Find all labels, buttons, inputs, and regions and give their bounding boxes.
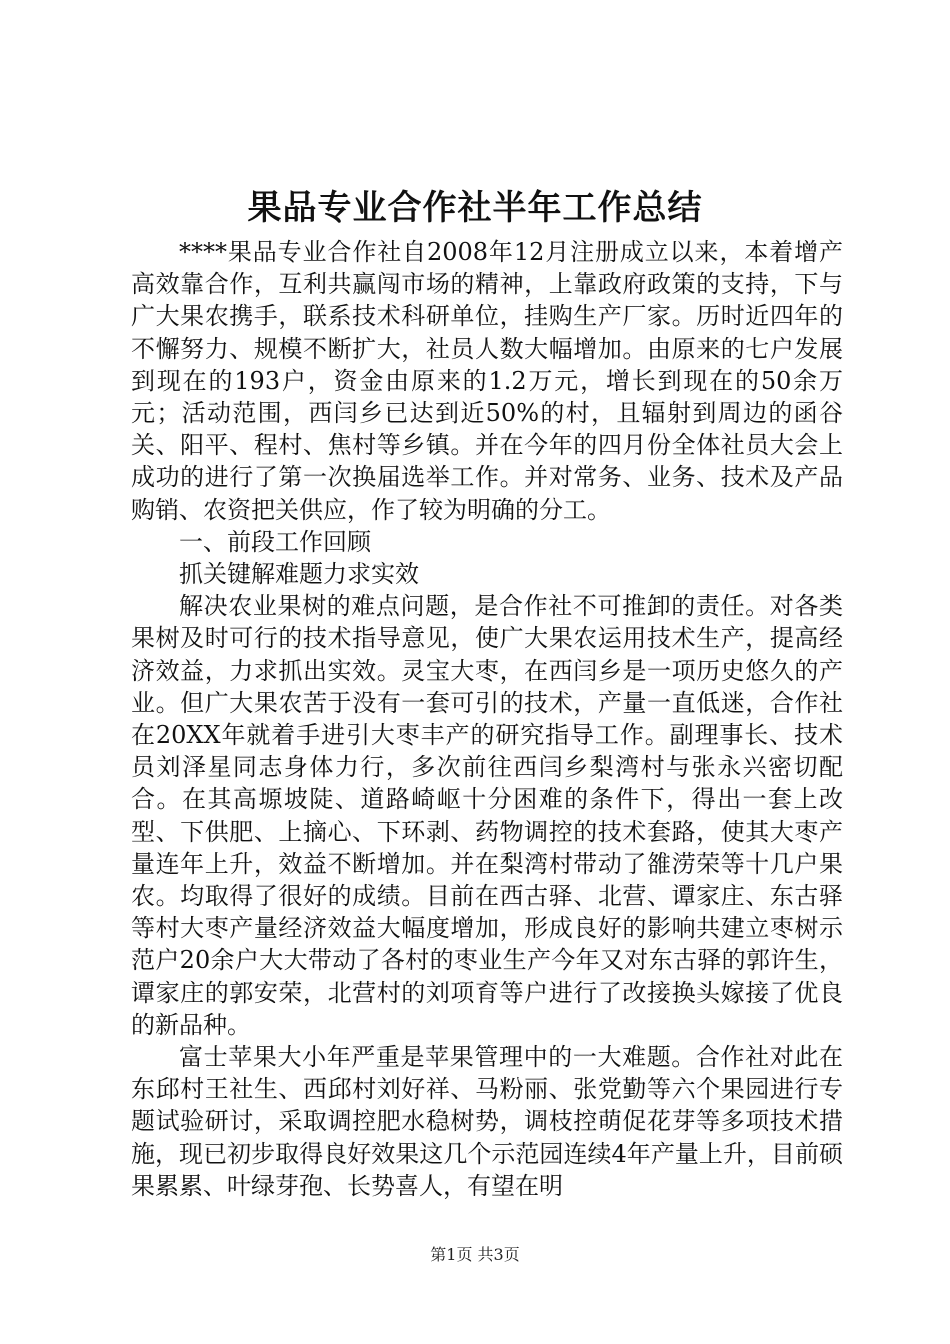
subsection-heading: 抓关键解难题力求实效 — [179, 560, 419, 589]
document-title: 果品专业合作社半年工作总结 — [247, 188, 703, 228]
page-number-footer: 第1页 共3页 — [430, 1245, 520, 1264]
paragraph-jujube: 解决农业果树的难点问题，是合作社不可推卸的责任。对各类果树及时可行的技术指导意见，使广大果农运用技术生产，提高经济效益，力求抓出实效。灵宝大枣，在西闫乡是一项历史悠久的产业。但广大果农苦于没有一套可引的技术，产量一直低迷，合作社在20XX年就着手进引大枣丰产的研究指导工作。副理事长、技术员刘泽星同志身体力行，多次前往西闫乡梨湾村与张永兴密切配合。在其高塬坡陡、道路崎岖十分困难的条件下，得出一套上改型、下供肥、上摘心、下环剥、药物调控的技术套路，使其大枣产量连年上升，效益不断增加。并在梨湾村带动了雒涝荣等十几户果农。均取得了很好的成绩。目前在西古驿、北营、谭家庄、东古驿等村大枣产量经济效益大幅度增加，形成良好的影响共建立枣树示范户20余户大大带动了各村的枣业生产今年又对东古驿的郭许生，谭家庄的郭安荣，北营村的刘项育等户进行了改接换头嫁接了优良的新品种。 — [131, 592, 843, 1039]
document-body — [131, 236, 843, 1202]
section-heading: 一、前段工作回顾 — [179, 527, 371, 556]
paragraph-apple: 富士苹果大小年严重是苹果管理中的一大难题。合作社对此在东邱村王社生、西邱村刘好祥、马粉丽、张党勤等六个果园进行专题试验研讨，采取调控肥水稳树势，调枝控萌促花芽等多项技术措施，现已初步取得良好效果这几个示范园连续4年产量上升，目前硕果累累、叶绿芽孢、长势喜人，有望在明 — [131, 1043, 843, 1200]
paragraph-intro: ****果品专业合作社自2008年12月注册成立以来，本着增产高效靠合作，互利共赢闯市场的精神，上靠政府政策的支持，下与广大果农携手，联系技术科研单位，挂购生产厂家。历时近四年的不懈努力、规模不断扩大，社员人数大幅增加。由原来的七户发展到现在的193户，资金由原来的1.2万元，增长到现在的50余万元；活动范围，西闫乡已达到近50%的村，且辐射到周边的函谷关、阳平、程村、焦村等乡镇。并在今年的四月份全体社员大会上成功的进行了第一次换届选举工作。并对常务、业务、技术及产品购销、农资把关供应，作了较为明确的分工。 — [131, 238, 843, 524]
